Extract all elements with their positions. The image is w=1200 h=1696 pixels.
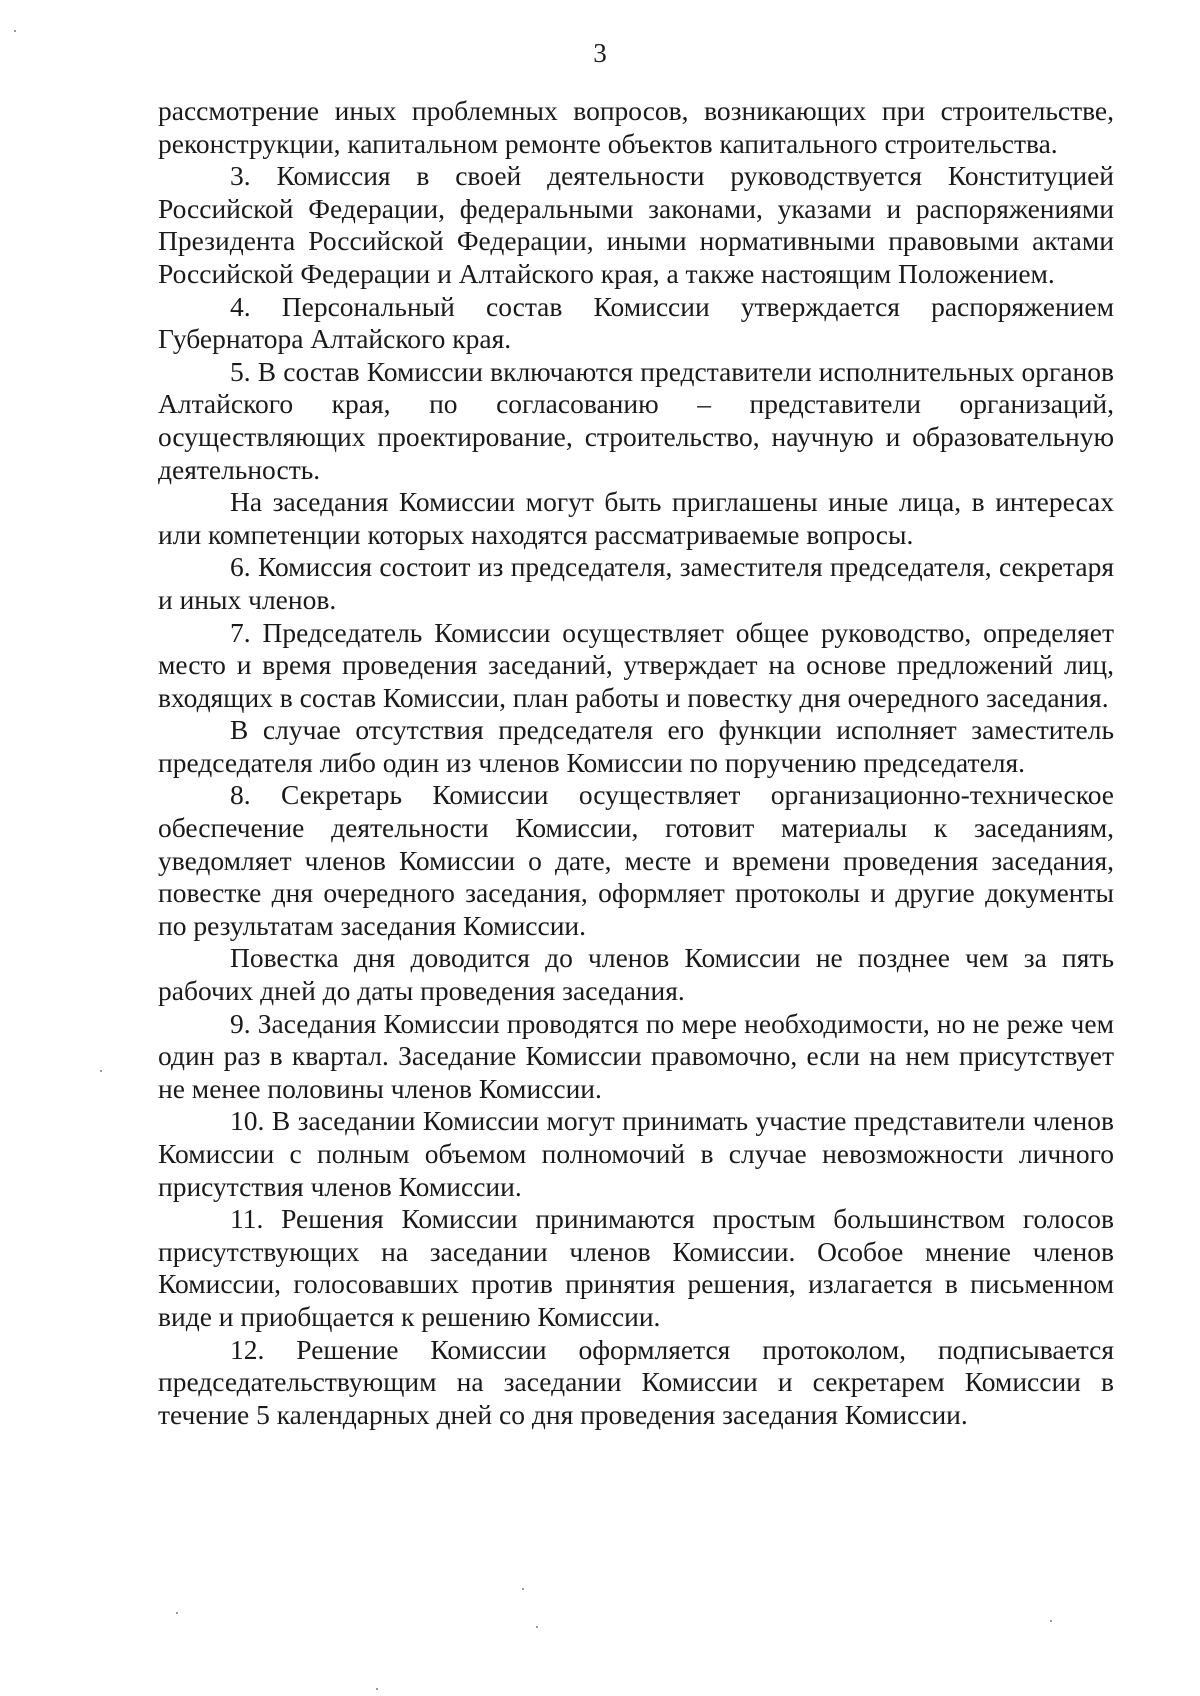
paragraph-continuation: рассмотрение иных проблемных вопросов, возникающих при строительстве, реконструкции, капитальном ремонте объектов капитального строительства. bbox=[158, 95, 1114, 159]
paragraph-item-5: 5. В состав Комиссии включаются представители исполнительных органов Алтайского края, по согласованию – представители организаций, осуществляющих проектирование, строительство, научную и образовательную деятельность. bbox=[158, 355, 1114, 485]
paragraph-item-11: 11. Решения Комиссии принимаются простым большинством голосов присутствующих на заседании членов Комиссии. Особое мнение членов Комиссии, голосовавших против принятия решения, излагается в письменном виде и приобщается к решению Комиссии. bbox=[158, 1203, 1114, 1332]
scan-speck bbox=[100, 1070, 102, 1072]
document-body bbox=[158, 95, 1114, 1431]
page-number: 3 bbox=[593, 38, 607, 68]
paragraph-item-9: 9. Заседания Комиссии проводятся по мере необходимости, но не реже чем один раз в квартал. Заседание Комиссии правомочно, если на нем присутствует не менее половины членов Комиссии. bbox=[158, 1007, 1114, 1104]
paragraph-item-7-deputy: В случае отсутствия председателя его функции исполняет заместитель председателя либо один из членов Комиссии по поручению председателя. bbox=[158, 714, 1114, 778]
scan-speck bbox=[14, 30, 16, 32]
paragraph-item-6: 6. Комиссия состоит из председателя, заместителя председателя, секретаря и иных членов. bbox=[158, 551, 1114, 615]
paragraph-item-7: 7. Председатель Комиссии осуществляет общее руководство, определяет место и время проведения заседаний, утверждает на основе предложений лиц, входящих в состав Комиссии, план работы и повестку дня очередного заседания. bbox=[158, 616, 1114, 713]
scan-speck bbox=[522, 1588, 524, 1590]
paragraph-item-10: 10. В заседании Комиссии могут принимать участие представители членов Комиссии с полным объемом полномочий в случае невозможности личного присутствия членов Комиссии. bbox=[158, 1105, 1114, 1202]
scan-speck bbox=[1050, 1620, 1052, 1622]
paragraph-item-8-agenda: Повестка дня доводится до членов Комиссии не позднее чем за пять рабочих дней до даты проведения заседания. bbox=[158, 942, 1114, 1007]
paragraph-item-5-invitees: На заседания Комиссии могут быть приглашены иные лица, в интересах или компетенции которых находятся рассматриваемые вопросы. bbox=[158, 486, 1114, 550]
paragraph-item-3: 3. Комиссия в своей деятельности руководствуется Конституцией Российской Федерации, федеральными законами, указами и распоряжениями Президента Российской Федерации, иными нормативными правовыми актами Российской Федерации и Алтайского края, а также настоящим Положением. bbox=[158, 160, 1114, 289]
paragraph-item-8: 8. Секретарь Комиссии осуществляет организационно-техническое обеспечение деятельности Комиссии, готовит материалы к заседаниям, уведомляет членов Комиссии о дате, месте и времени проведения заседания, повестке дня очередного заседания, оформляет протоколы и другие документы по результатам заседания Комиссии. bbox=[158, 779, 1114, 941]
scan-speck bbox=[376, 1688, 378, 1690]
paragraph-item-12: 12. Решение Комиссии оформляется протоколом, подписывается председательствующим на заседании Комиссии и секретарем Комиссии в течение 5 календарных дней со дня проведения заседания Комиссии. bbox=[158, 1333, 1114, 1430]
scan-speck bbox=[176, 1612, 178, 1614]
paragraph-item-4: 4. Персональный состав Комиссии утверждается распоряжением Губернатора Алтайского края. bbox=[158, 290, 1114, 355]
scan-speck bbox=[536, 1626, 538, 1628]
